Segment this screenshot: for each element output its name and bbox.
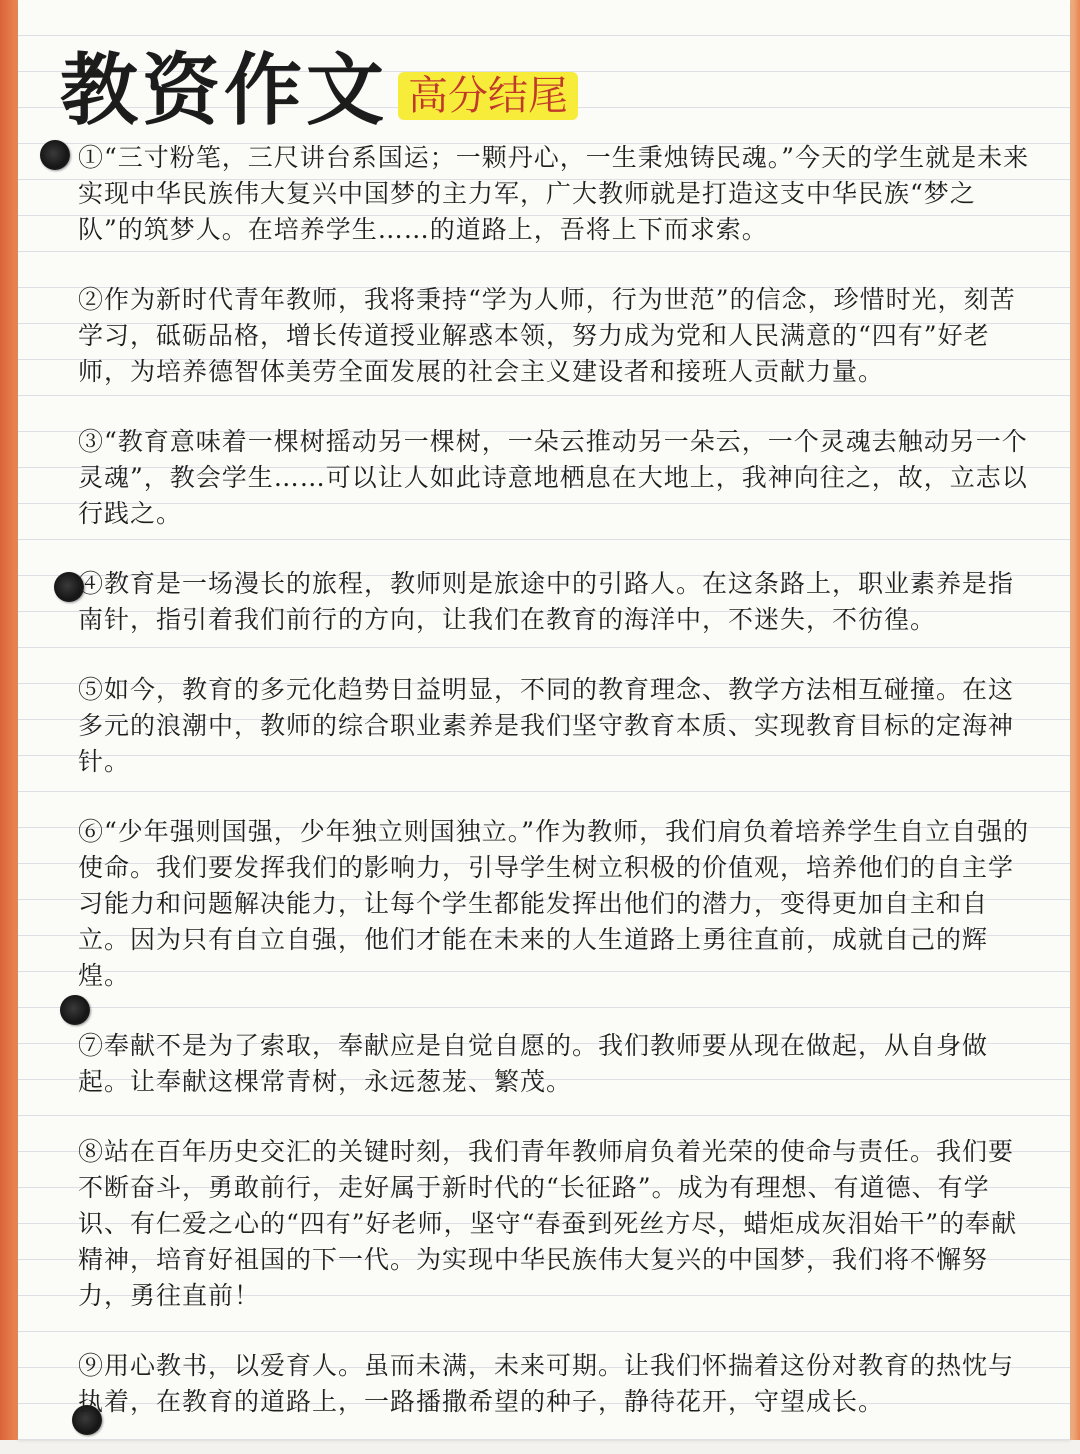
title-main: 教资作文 [60, 46, 389, 136]
page-title [60, 30, 578, 136]
ending-paragraph-6: ⑥“少年强则国强，少年独立则国独立。”作为教师，我们肩负着培养学生自立自强的使命。我们要发挥我们的影响力，引导学生树立积极的价值观，培养他们的自主学习能力和问题解决能力，让每个学生都能发挥出他们的潜力，变得更加自主和自立。因为只有自立自强，他们才能在未来的人生道路上勇往直前，成就自己的辉煌。 [78, 817, 1030, 990]
binder-hole [40, 140, 70, 170]
ending-paragraph-2: ②作为新时代青年教师，我将秉持“学为人师，行为世范”的信念，珍惜时光，刻苦学习，砥砺品格，增长传道授业解惑本领，努力成为党和人民满意的“四有”好老师，为培养德智体美劳全面发展的社会主义建设者和接班人贡献力量。 [78, 285, 1016, 386]
ending-paragraph-3: ③“教育意味着一棵树摇动另一棵树，一朵云推动另一朵云，一个灵魂去触动另一个灵魂”，教会学生……可以让人如此诗意地栖息在大地上，我神向往之，故，立志以行践之。 [78, 427, 1028, 528]
title-highlight: 高分结尾 [398, 72, 578, 120]
ending-paragraph-1: ①“三寸粉笔，三尺讲台系国运；一颗丹心，一生秉烛铸民魂。”今天的学生就是未来实现中华民族伟大复兴中国梦的主力军，广大教师就是打造这支中华民族“梦之队”的筑梦人。在培养学生……的道路上，吾将上下而求索。 [78, 143, 1030, 244]
essay-endings-list [78, 140, 1038, 1454]
ending-paragraph-8: ⑧站在百年历史交汇的关键时刻，我们青年教师肩负着光荣的使命与责任。我们要不断奋斗，勇敢前行，走好属于新时代的“长征路”。成为有理想、有道德、有学识、有仁爱之心的“四有”好老师，坚守“春蚕到死丝方尽，蜡炬成灰泪始干”的奉献精神，培育好祖国的下一代。为实现中华民族伟大复兴的中国梦，我们将不懈努力，勇往直前！ [78, 1137, 1018, 1310]
ending-paragraph-9: ⑨用心教书，以爱育人。虽而未满，未来可期。让我们怀揣着这份对教育的热忱与执着，在教育的道路上，一路播撒希望的种子，静待花开，守望成长。 [78, 1351, 1015, 1416]
ending-paragraph-5: ⑤如今，教育的多元化趋势日益明显，不同的教育理念、教学方法相互碰撞。在这多元的浪潮中，教师的综合职业素养是我们坚守教育本质、实现教育目标的定海神针。 [78, 675, 1015, 776]
ending-paragraph-4: ④教育是一场漫长的旅程，教师则是旅途中的引路人。在这条路上，职业素养是指南针，指引着我们前行的方向，让我们在教育的海洋中，不迷失，不彷徨。 [78, 569, 1015, 634]
ending-paragraph-7: ⑦奉献不是为了索取，奉献应是自觉自愿的。我们教师要从现在做起，从自身做起。让奉献这棵常青树，永远葱茏、繁茂。 [78, 1031, 989, 1096]
notebook-cover-edge-right [1070, 0, 1080, 1440]
